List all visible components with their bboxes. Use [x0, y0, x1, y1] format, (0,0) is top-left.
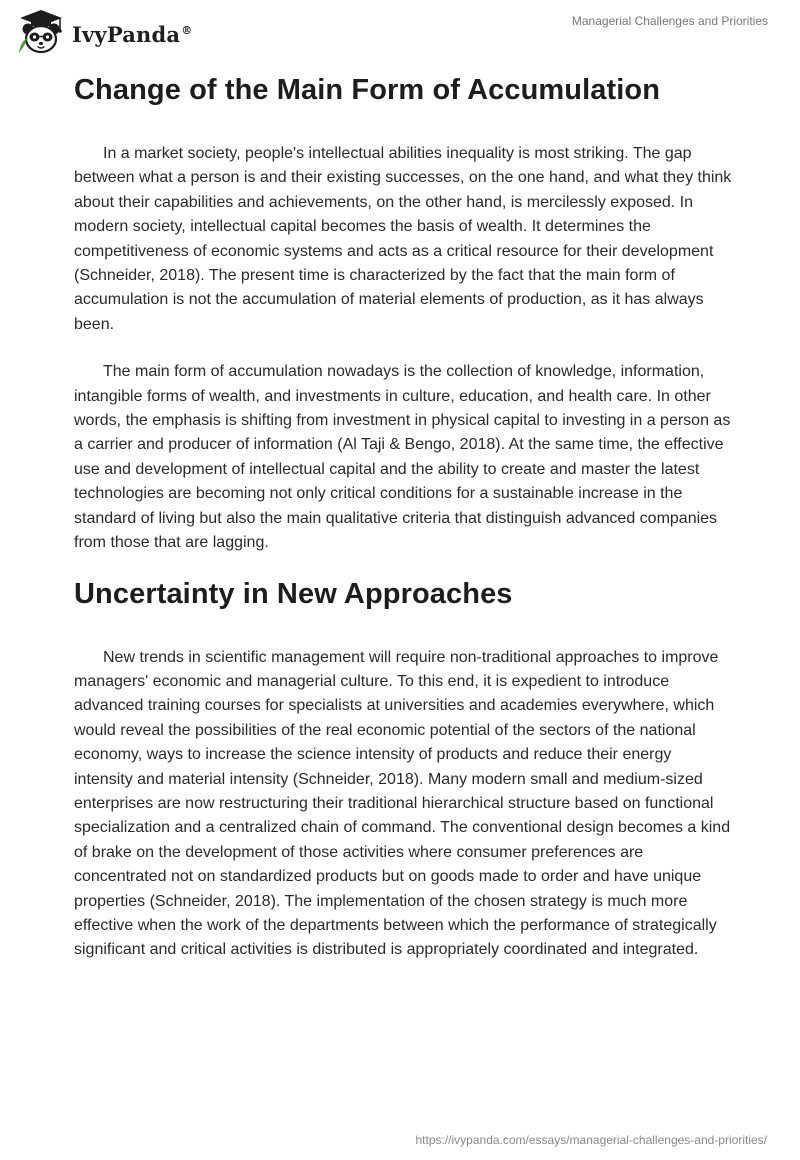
essay-content [74, 68, 734, 963]
panda-graduate-icon [16, 8, 66, 56]
section-heading-uncertainty: Uncertainty in New Approaches [74, 577, 513, 610]
registered-mark: ® [181, 23, 193, 37]
document-title: Managerial Challenges and Priorities [571, 14, 768, 28]
brand-name: IvyPanda® [72, 21, 193, 47]
brand-logo-link[interactable] [16, 8, 192, 56]
page-header [0, 0, 800, 64]
source-url-link[interactable]: https://ivypanda.com/essays/managerial-challenges-and-priorities/ [415, 1133, 767, 1147]
paragraph: In a market society, people's intellectual abilities inequality is most striking. The gap between what a person is and their existing successes, on the one hand, and what they think about their capabilities and achievements, on the other hand, is mercilessly exposed. In modern society, intellectual capital becomes the basis of wealth. It determines the competitiveness of economic systems and acts as a critical resource for their development (Schneider, 2018). The present time is characterized by the fact that the main form of accumulation is not the accumulation of material elements of production, as it has always been. [74, 145, 732, 333]
section-heading-accumulation: Change of the Main Form of Accumulation [74, 74, 661, 106]
paragraph: New trends in scientific management will require non-traditional approaches to improve managers' economic and managerial culture. To this end, it is expedient to introduce advanced training courses for specialists at universities and academies everywhere, which would reveal the possibilities of the real economic potential of the sectors of the national economy, ways to increase the science intensity of products and reduce their energy intensity and material intensity (Schneider, 2018). Many modern small and medium-sized enterprises are now restructuring their traditional hierarchical structure based on functional specialization and a centralized chain of command. The conventional design becomes a kind of brake on the development of those activities where consumer preferences are concentrated not on standardized products but on goods made to order and have unique properties (Schneider, 2018). The implementation of the chosen strategy is much more effective when the work of the departments between which the performance of strategically significant and critical activities is distributed is appropriately coordinated and integrated. [74, 648, 731, 959]
paragraph: The main form of accumulation nowadays is the collection of knowledge, information, intangible forms of wealth, and investments in culture, education, and health care. In other words, the emphasis is shifting from investment in physical capital to investing in a person as a carrier and producer of information (Al Taji & Bengo, 2018). At the same time, the effective use and development of intellectual capital and the ability to create and master the latest technologies are becoming not only critical conditions for a sustainable increase in the standard of living but also the main qualitative criteria that distinguish advanced companies from those that are lagging. [74, 363, 731, 552]
